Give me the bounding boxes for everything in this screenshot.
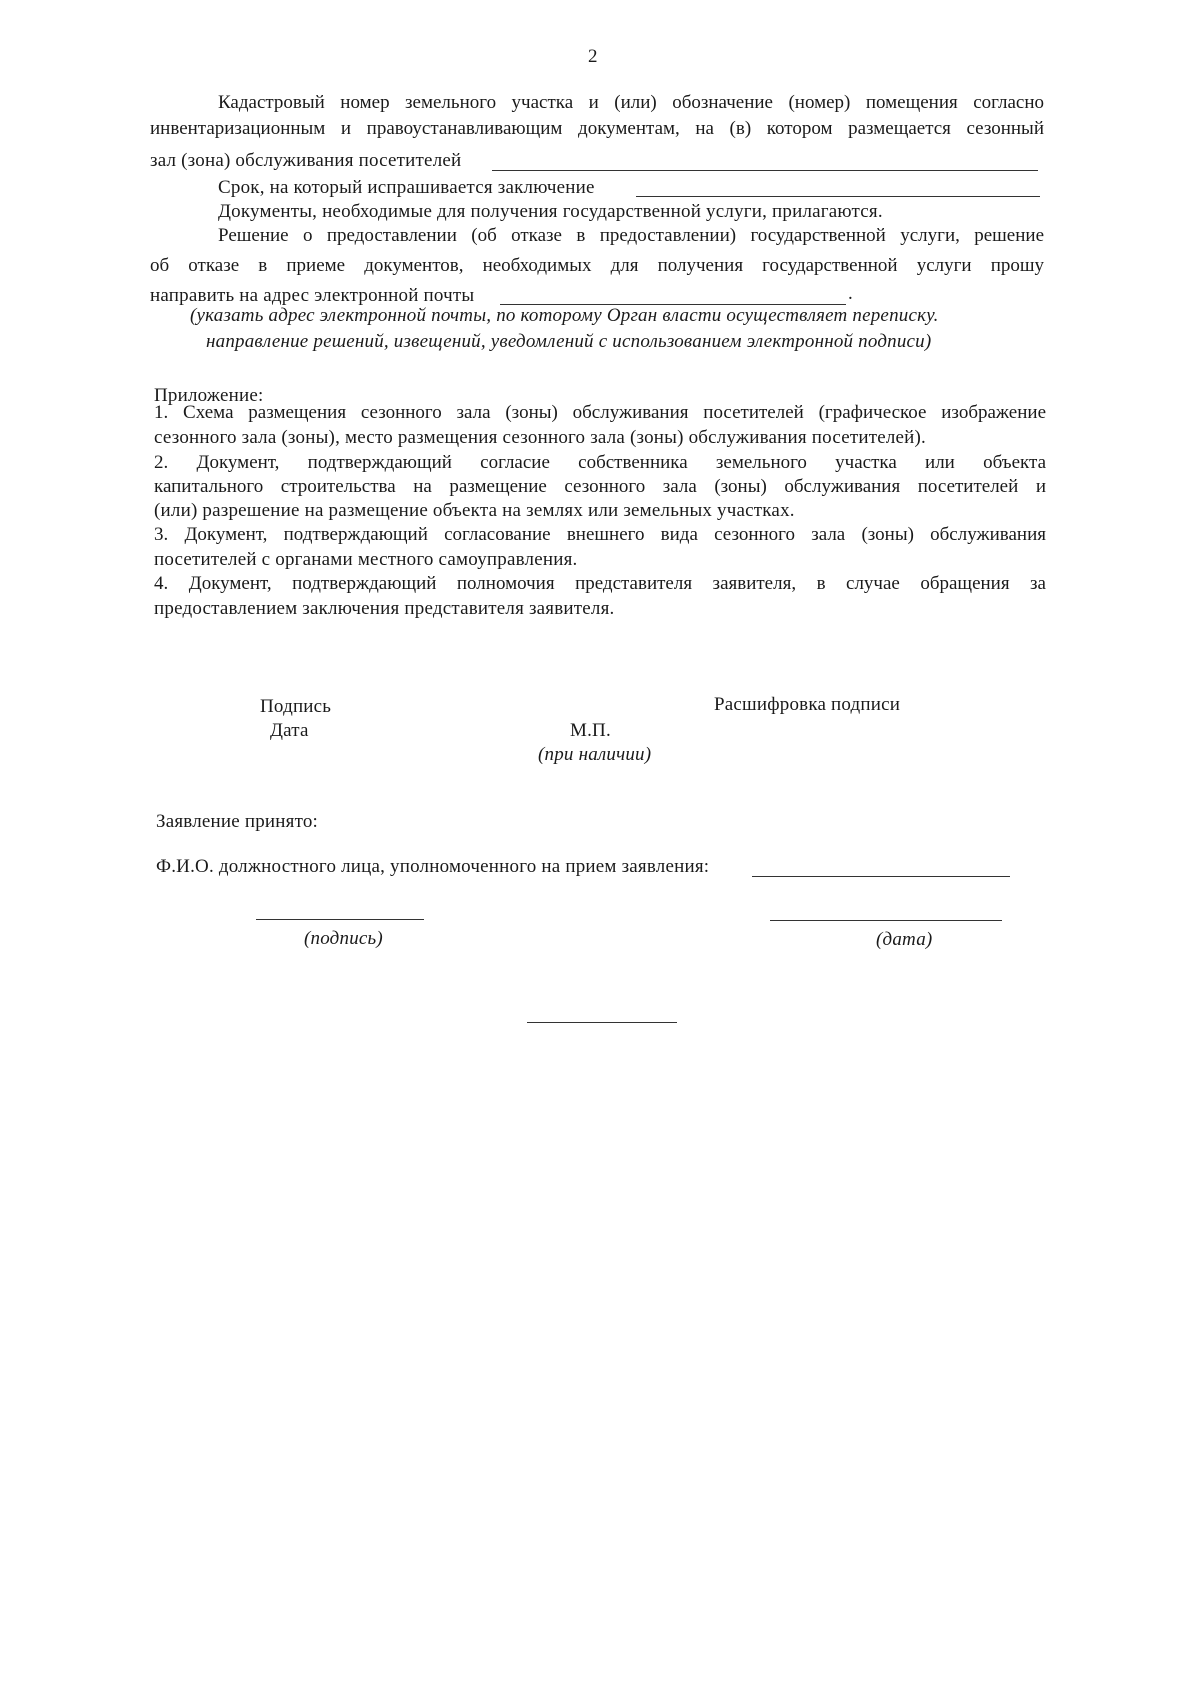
- cadastral-number-field[interactable]: [492, 170, 1038, 171]
- end-separator: [527, 1022, 677, 1023]
- date-caption: (дата): [876, 929, 933, 950]
- attachment-2-line-1: 2. Документ, подтверждающий согласие собственника земельного участка или объекта: [154, 452, 1046, 473]
- attachment-2-line-3: (или) разрешение на размещение объекта на землях или земельных участках.: [154, 500, 795, 521]
- decision-line-1: Решение о предоставлении (об отказе в предоставлении) государственной услуги, решение: [218, 225, 1044, 246]
- decision-end: .: [848, 283, 853, 304]
- date-field[interactable]: [770, 920, 1002, 921]
- cadastral-line-3: зал (зона) обслуживания посетителей: [150, 150, 462, 171]
- attachment-3-line-1: 3. Документ, подтверждающий согласование внешнего вида сезонного зала (зоны) обслуживания: [154, 524, 1046, 545]
- cadastral-line-1: Кадастровый номер земельного участка и (или) обозначение (номер) помещения согласно: [218, 92, 1044, 113]
- seal-label: М.П.: [570, 720, 611, 741]
- attachment-1-line-2: сезонного зала (зоны), место размещения сезонного зала (зоны) обслуживания посетителей).: [154, 427, 927, 448]
- signature-caption: (подпись): [304, 928, 383, 949]
- documents-attached: Документы, необходимые для получения государственной услуги, прилагаются.: [218, 201, 883, 222]
- attachment-1-line-1: 1. Схема размещения сезонного зала (зоны) обслуживания посетителей (графическое изображение: [154, 402, 1046, 423]
- attachments-heading: Приложение:: [154, 385, 264, 406]
- official-name-field[interactable]: [752, 876, 1010, 877]
- signature-field[interactable]: [256, 919, 424, 920]
- email-note-line-1: (указать адрес электронной почты, по которому Орган власти осуществляет переписку.: [190, 305, 939, 326]
- term-field[interactable]: [636, 196, 1040, 197]
- seal-note: (при наличии): [538, 744, 652, 765]
- attachment-4-line-1: 4. Документ, подтверждающий полномочия представителя заявителя, в случае обращения за: [154, 573, 1046, 594]
- date-label: Дата: [270, 720, 309, 741]
- page-number: 2: [588, 46, 598, 67]
- official-name-label: Ф.И.О. должностного лица, уполномоченного на прием заявления:: [156, 856, 710, 877]
- signature-decoding-label: Расшифровка подписи: [714, 694, 901, 715]
- attachment-3-line-2: посетителей с органами местного самоуправления.: [154, 549, 578, 570]
- attachment-2-line-2: капитального строительства на размещение сезонного зала (зоны) обслуживания посетителей и: [154, 476, 1046, 497]
- email-note-line-2: направление решений, извещений, уведомлений с использованием электронной подписи): [206, 331, 932, 352]
- decision-line-2: об отказе в приеме документов, необходимых для получения государственной услуги прошу: [150, 255, 1044, 276]
- attachment-4-line-2: предоставлением заключения представителя заявителя.: [154, 598, 615, 619]
- signature-label: Подпись: [260, 696, 332, 717]
- term-label: Срок, на который испрашивается заключение: [218, 177, 595, 198]
- application-accepted: Заявление принято:: [156, 811, 319, 832]
- decision-line-3: направить на адрес электронной почты: [150, 285, 475, 306]
- cadastral-line-2: инвентаризационным и правоустанавливающим документам, на (в) котором размещается сезонный: [150, 118, 1044, 139]
